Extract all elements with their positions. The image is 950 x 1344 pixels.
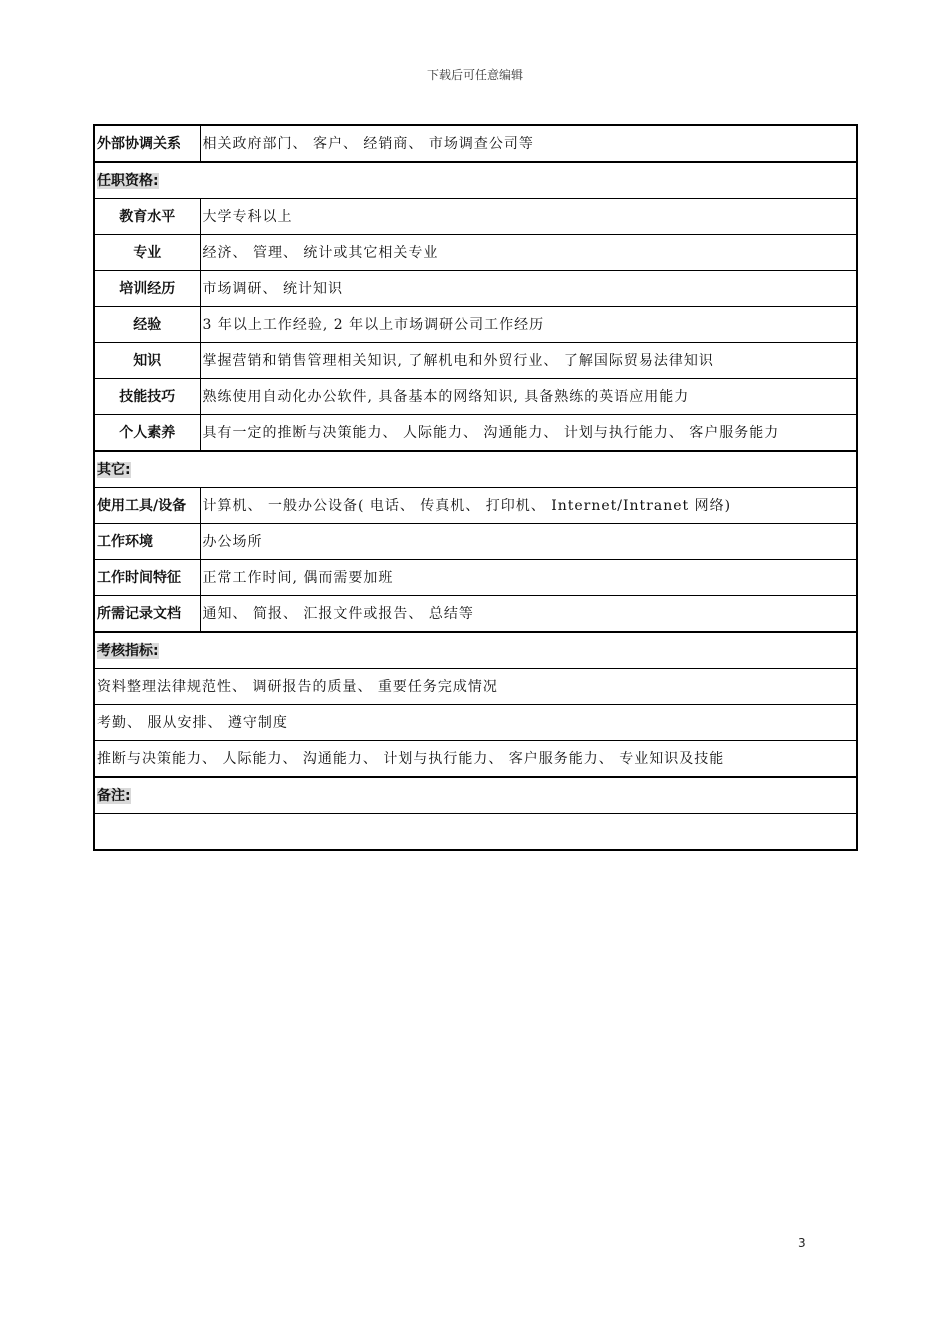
training-label: 培训经历 [94, 271, 200, 307]
knowledge-value: 掌握营销和销售管理相关知识, 了解机电和外贸行业、 了解国际贸易法律知识 [200, 343, 857, 379]
external-value: 相关政府部门、 客户、 经销商、 市场调查公司等 [200, 125, 857, 162]
job-description-table [93, 124, 858, 851]
remarks-title: 备注: [97, 787, 131, 804]
table-row-environment [94, 524, 857, 560]
table-row-education [94, 199, 857, 235]
experience-label: 经验 [94, 307, 200, 343]
qualifications-title: 任职资格: [97, 172, 159, 189]
section-assessment [94, 632, 857, 669]
tools-label: 使用工具/设备 [94, 488, 200, 524]
personal-value: 具有一定的推断与决策能力、 人际能力、 沟通能力、 计划与执行能力、 客户服务能力 [200, 415, 857, 452]
education-label: 教育水平 [94, 199, 200, 235]
assessment-item: 推断与决策能力、 人际能力、 沟通能力、 计划与执行能力、 客户服务能力、 专业知识及技能 [94, 741, 857, 778]
table-row-personal [94, 415, 857, 452]
assessment-item: 考勤、 服从安排、 遵守制度 [94, 705, 857, 741]
major-label: 专业 [94, 235, 200, 271]
section-remarks [94, 777, 857, 814]
page-number: 3 [798, 1236, 806, 1250]
documents-value: 通知、 简报、 汇报文件或报告、 总结等 [200, 596, 857, 633]
skills-value: 熟练使用自动化办公软件, 具备基本的网络知识, 具备熟练的英语应用能力 [200, 379, 857, 415]
section-other [94, 451, 857, 488]
major-value: 经济、 管理、 统计或其它相关专业 [200, 235, 857, 271]
education-value: 大学专科以上 [200, 199, 857, 235]
table-row-external [94, 125, 857, 162]
personal-label: 个人素养 [94, 415, 200, 452]
environment-label: 工作环境 [94, 524, 200, 560]
table-row-assessment-1 [94, 669, 857, 705]
table-row-documents [94, 596, 857, 633]
assessment-title: 考核指标: [97, 642, 159, 659]
table-row-major [94, 235, 857, 271]
work-time-value: 正常工作时间, 偶而需要加班 [200, 560, 857, 596]
other-title: 其它: [97, 461, 131, 478]
skills-label: 技能技巧 [94, 379, 200, 415]
table-row-work-time [94, 560, 857, 596]
header-note: 下载后可任意编辑 [426, 68, 523, 82]
table-row-skills [94, 379, 857, 415]
table-row-training [94, 271, 857, 307]
table-row-experience [94, 307, 857, 343]
remarks-value [94, 814, 857, 851]
knowledge-label: 知识 [94, 343, 200, 379]
environment-value: 办公场所 [200, 524, 857, 560]
tools-value: 计算机、 一般办公设备( 电话、 传真机、 打印机、 Internet/Intranet 网络) [200, 488, 857, 524]
assessment-item: 资料整理法律规范性、 调研报告的质量、 重要任务完成情况 [94, 669, 857, 705]
table-row-assessment-2 [94, 705, 857, 741]
experience-value: 3 年以上工作经验, 2 年以上市场调研公司工作经历 [200, 307, 857, 343]
table-row-assessment-3 [94, 741, 857, 778]
section-qualifications [94, 162, 857, 199]
training-value: 市场调研、 统计知识 [200, 271, 857, 307]
table-row-tools [94, 488, 857, 524]
documents-label: 所需记录文档 [94, 596, 200, 633]
table-row-knowledge [94, 343, 857, 379]
work-time-label: 工作时间特征 [94, 560, 200, 596]
external-label: 外部协调关系 [94, 125, 200, 162]
table-row-remarks [94, 814, 857, 851]
